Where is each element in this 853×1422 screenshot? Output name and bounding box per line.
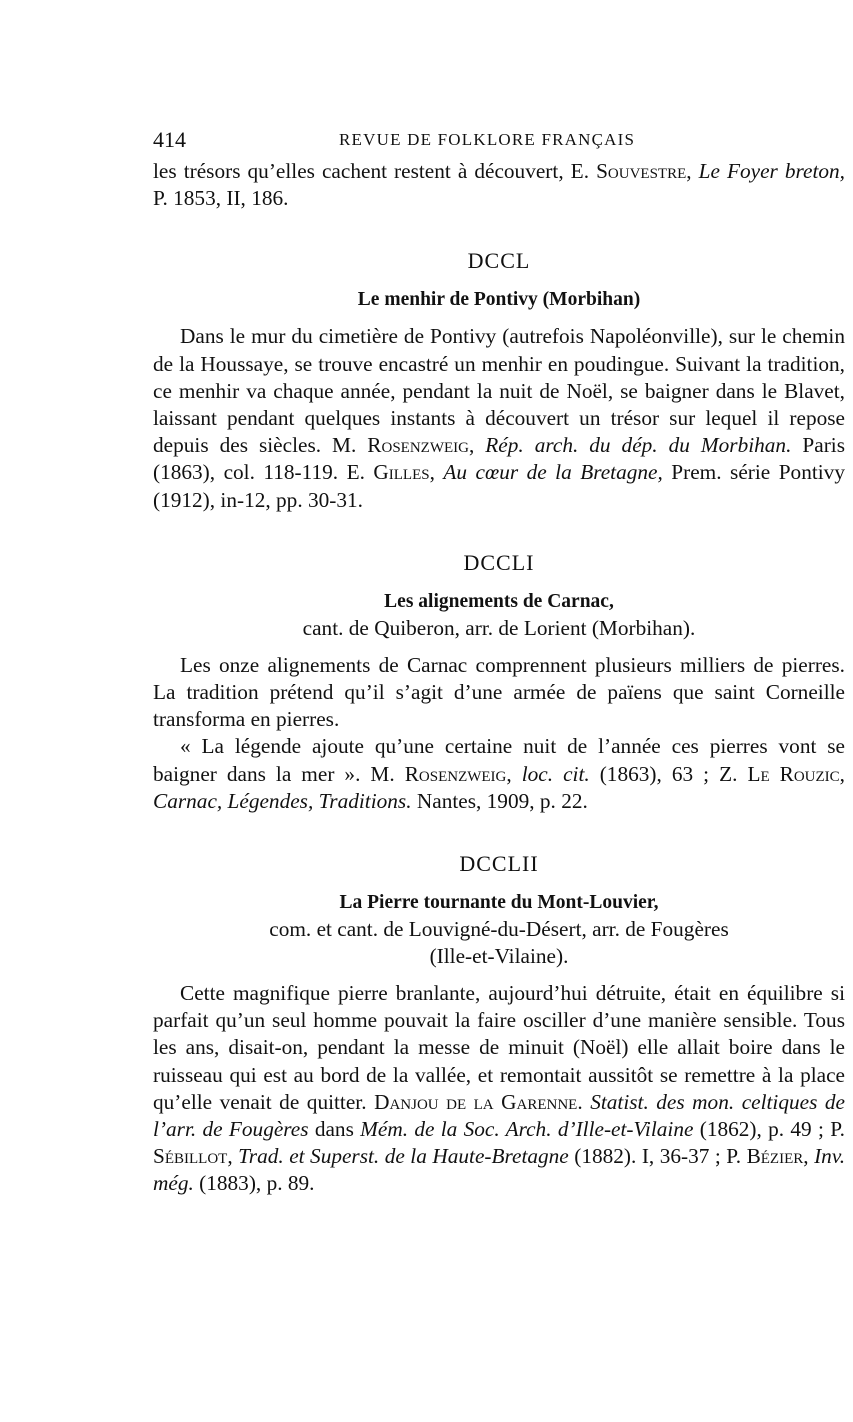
- section-subtitle: cant. de Quiberon, arr. de Lorient (Morbihan).: [302, 615, 696, 640]
- section-number: DCCL: [467, 248, 531, 274]
- carry-over-paragraph: les trésors qu’elles cachent restent à découvert, E. Souvestre, Le Foyer breton, P. 1853, II, 186.: [153, 159, 845, 211]
- section-title: Les alignements de Carnac,: [384, 590, 614, 612]
- section-dccl: [153, 248, 845, 513]
- section-paragraph: Les onze alignements de Carnac comprennent plusieurs milliers de pierres. La tradition prétend qu’il s’agit d’une armée de païens que saint Corneille transforma en pierres.: [153, 652, 845, 732]
- section-paragraph: « La légende ajoute qu’une certaine nuit de l’année ces pierres vont se baigner dans la mer ». M. Rosenzweig, loc. cit. (1863), 63 ; Z. Le Rouzic, Carnac, Légendes, Traditions. Nantes, 1909, p. 22.: [153, 734, 845, 813]
- section-title: Le menhir de Pontivy (Morbihan): [357, 289, 641, 311]
- page-body: [153, 158, 845, 1198]
- running-title: REVUE DE FOLKLORE FRANÇAIS: [339, 130, 636, 149]
- section-dccli: [153, 550, 845, 815]
- section-paragraph: Dans le mur du cimetière de Pontivy (autrefois Napoléonville), sur le chemin de la Houssaye, se trouve encastré un menhir en poudingue. Suivant la tradition, ce menhir va chaque année, pendant la nuit de Noël, se baigner dans le Blavet, laissant pendant quelques instants à découvert un trésor sur lequel il repose depuis des siècles. M. Rosenzweig, Rép. arch. du dép. du Morbihan. Paris (1863), col. 118-119. E. Gilles, Au cœur de la Bretagne, Prem. série Pontivy (1912), in-12, pp. 30-31.: [153, 324, 845, 512]
- section-dcclii: [153, 851, 845, 1198]
- section-subtitle: com. et cant. de Louvigné-du-Désert, arr. de Fougères: [269, 917, 729, 942]
- section-subtitle: (Ille-et-Vilaine).: [429, 944, 569, 969]
- page-header: [153, 127, 843, 153]
- page-number: 414: [153, 127, 186, 152]
- section-number: DCCLII: [459, 851, 539, 877]
- section-paragraph: Cette magnifique pierre branlante, aujourd’hui détruite, était en équilibre si parfait qu’un seul homme pouvait la faire osciller d’une manière sensible. Tous les ans, disait-on, pendant la messe de minuit (Noël) elle allait boire dans le ruisseau qui est au bord de la vallée, et remontait aussitôt se remettre à la place qu’elle venait de quitter. Danjou de la Garenne. Statist. des mon. celtiques de l’arr. de Fougères dans Mém. de la Soc. Arch. d’Ille-et-Vilaine (1862), p. 49 ; P. Sébillot, Trad. et Superst. de la Haute-Bretagne (1882). I, 36-37 ; P. Bézier, Inv. még. (1883), p. 89.: [153, 981, 846, 1196]
- section-title: La Pierre tournante du Mont-Louvier,: [339, 892, 659, 914]
- section-number: DCCLI: [463, 549, 535, 575]
